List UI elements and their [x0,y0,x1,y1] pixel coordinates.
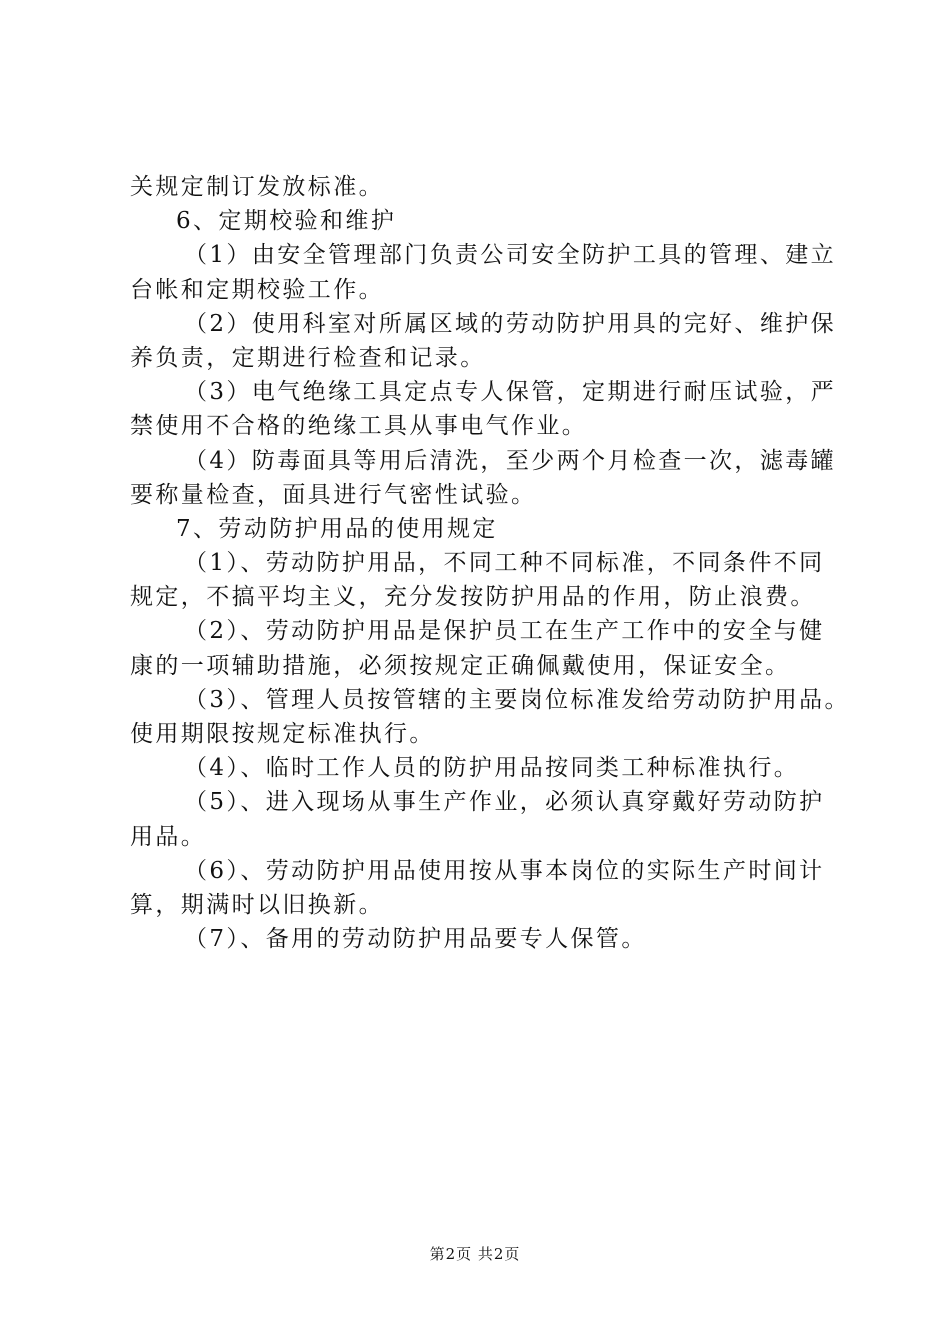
text-line: （6）、劳动防护用品使用按从事本岗位的实际生产时间计 [184,857,825,884]
text-line: 要称量检查，面具进行气密性试验。 [130,481,537,508]
text-line: 用品。 [130,823,207,850]
text-line: 使用期限按规定标准执行。 [130,721,435,747]
text-line: 算，期满时以旧换新。 [130,891,384,918]
text-line: （3）电气绝缘工具定点专人保管，定期进行耐压试验，严 [184,379,837,406]
document-body [130,170,850,956]
text-line: 养负责，定期进行检查和记录。 [130,344,486,371]
text-line: 关规定制订发放标准。 [130,174,384,200]
page-footer: 第2页 共2页 [429,1245,521,1263]
text-line: （7）、备用的劳动防护用品要专人保管。 [184,926,647,953]
text-line: （3）、管理人员按管辖的主要岗位标准发给劳动防护用品。 [184,686,850,713]
text-line: 规定，不搞平均主义，充分发按防护用品的作用，防止浪费。 [130,584,816,611]
text-line: （5）、进入现场从事生产作业，必须认真穿戴好劳动防护 [184,789,825,816]
text-line: 禁使用不合格的绝缘工具从事电气作业。 [130,413,588,440]
text-line: （1）、劳动防护用品，不同工种不同标准，不同条件不同 [184,550,825,577]
text-line: （1）由安全管理部门负责公司安全防护工具的管理、建立 [184,242,837,269]
text-line: 台帐和定期校验工作。 [130,276,384,303]
text-line: （4）防毒面具等用后清洗，至少两个月检查一次，滤毒罐 [184,447,837,474]
text-line: （2）使用科室对所属区域的劳动防护用具的完好、维护保 [184,310,837,337]
text-line: 康的一项辅助措施，必须按规定正确佩戴使用，保证安全。 [130,652,791,679]
section-heading: 7、劳动防护用品的使用规定 [176,515,498,542]
section-heading: 6、定期校验和维护 [176,208,397,235]
text-line: （4）、临时工作人员的防护用品按同类工种标准执行。 [184,755,800,782]
text-line: （2）、劳动防护用品是保护员工在生产工作中的安全与健 [184,618,825,645]
